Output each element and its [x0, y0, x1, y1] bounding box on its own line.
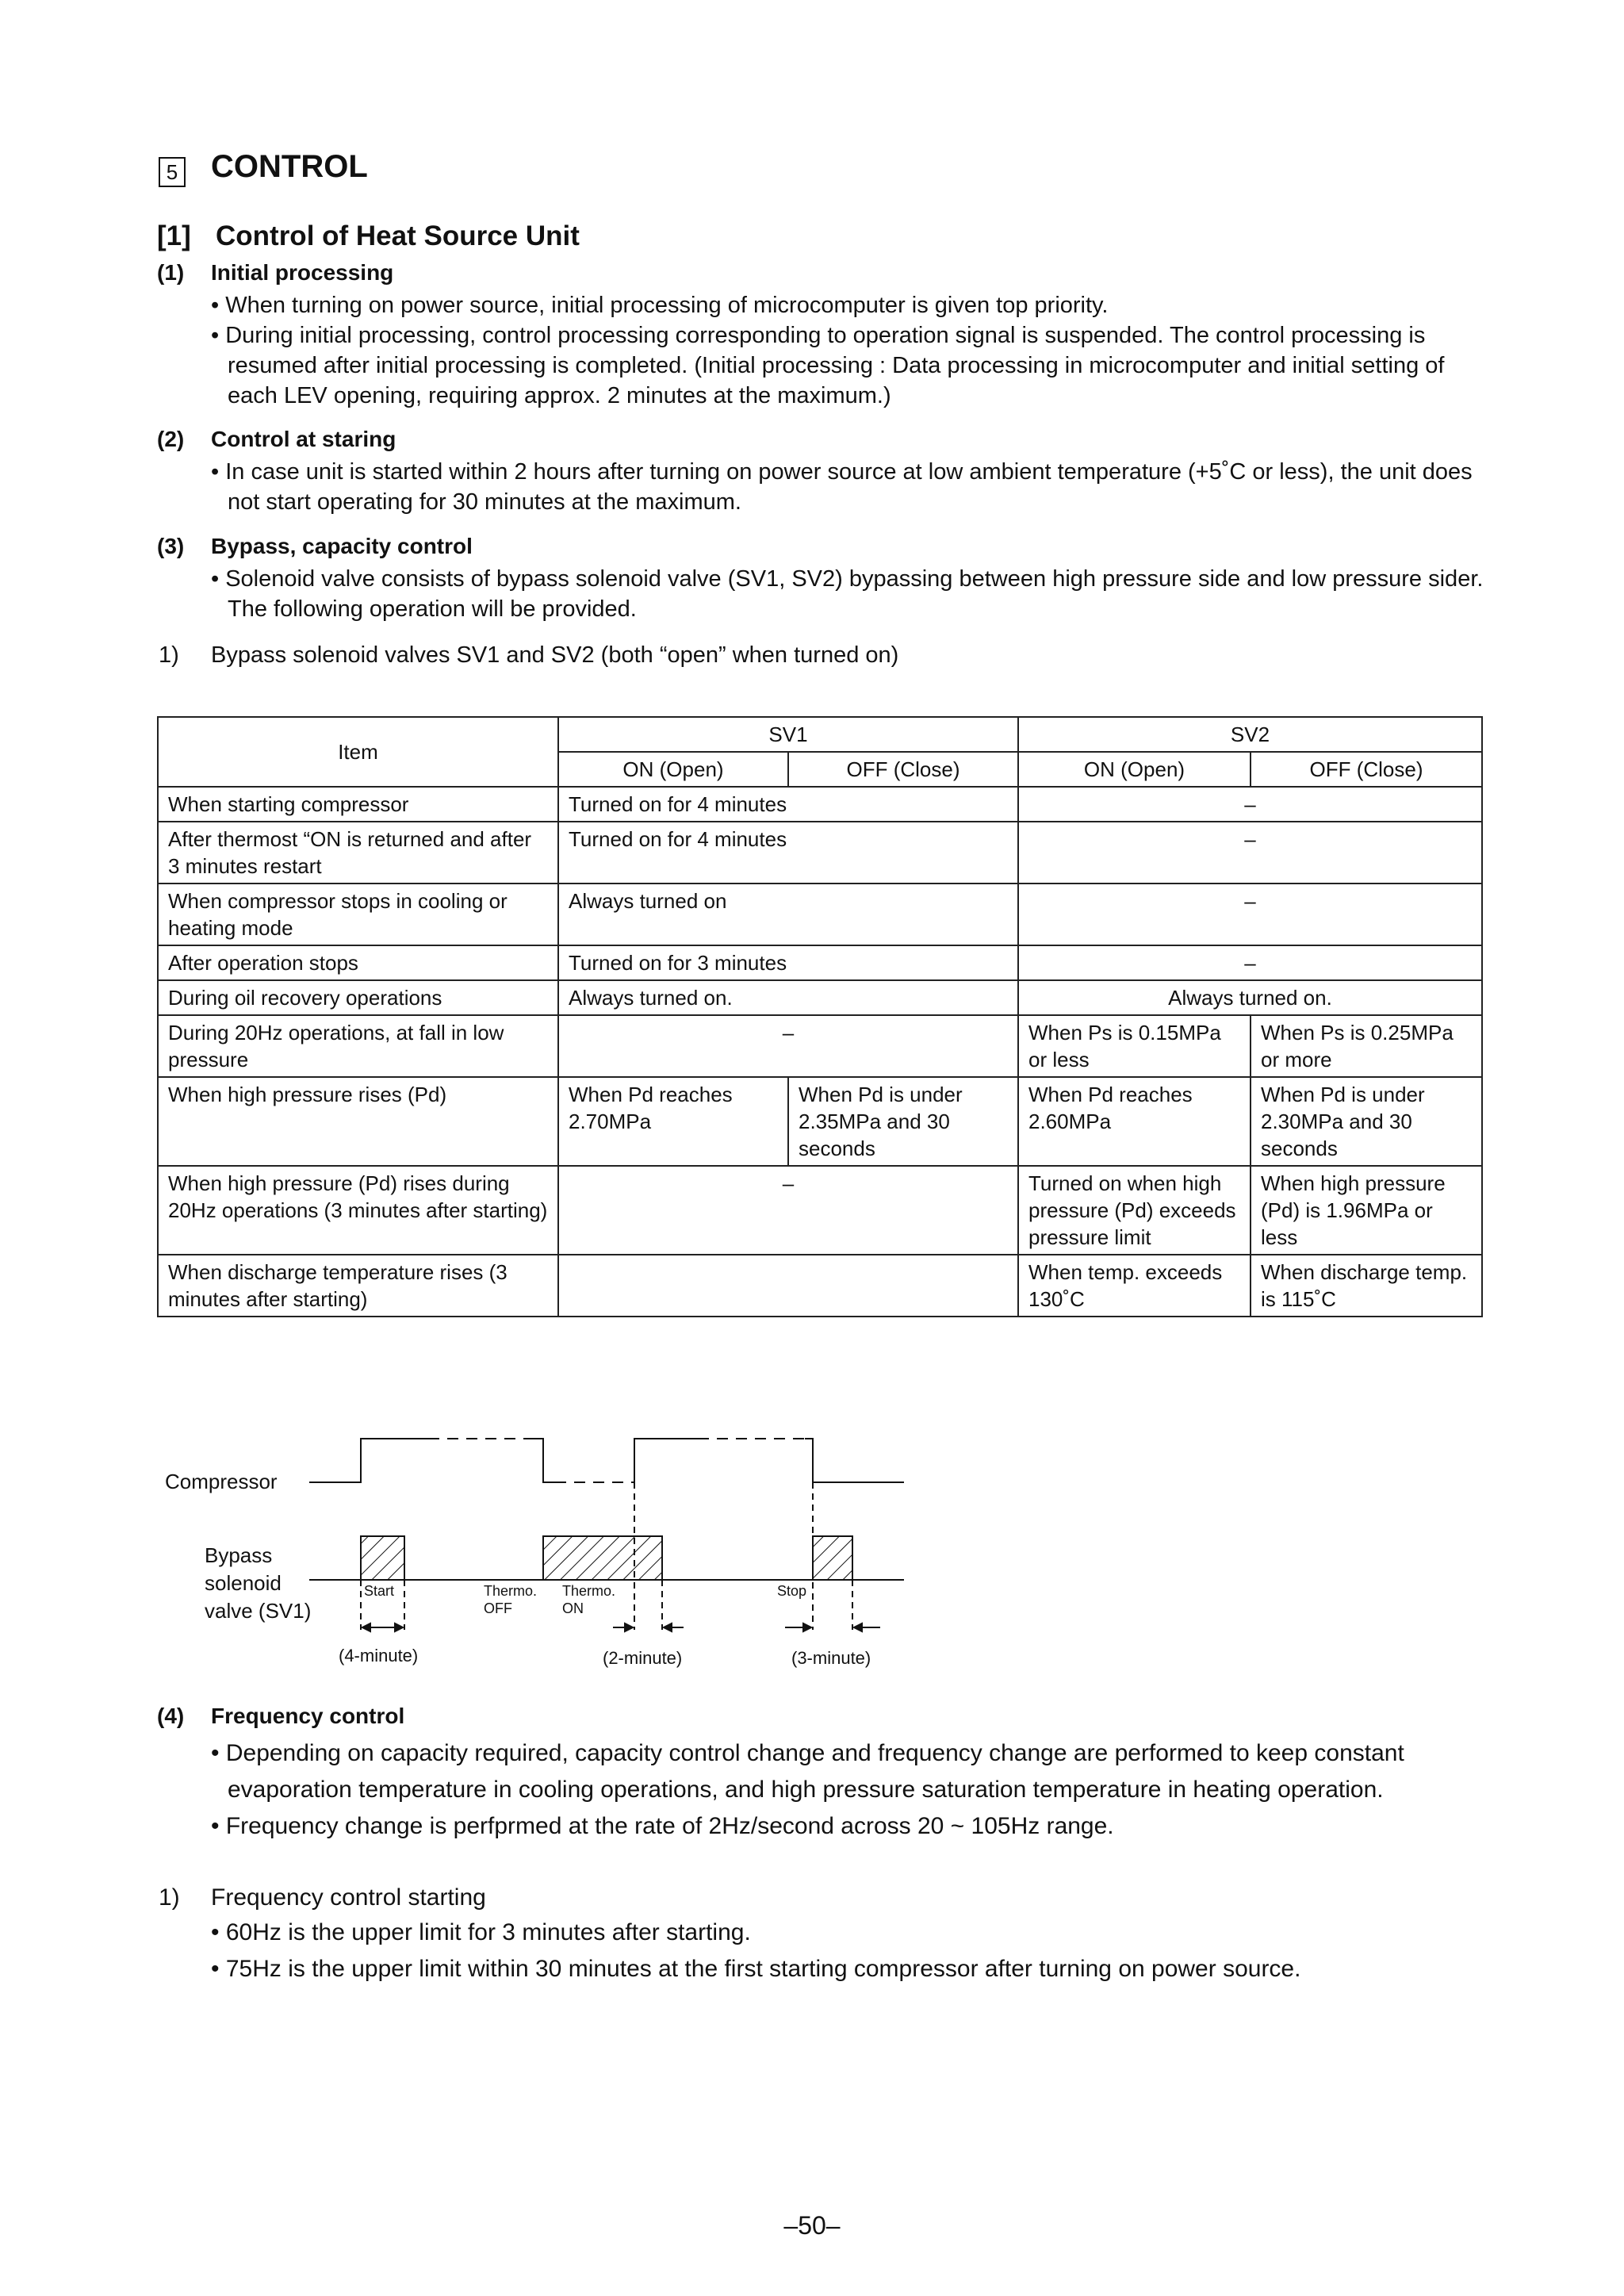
sub4-bullet-1: • Depending on capacity required, capacity control change and frequency change are performed to keep constant evaporation temperature in cooling operations, and high pressure saturation temperature in heating operation.	[211, 1740, 1404, 1803]
row-sv2: –	[1018, 945, 1482, 980]
row-sv1: Always turned on	[558, 884, 1018, 945]
stop-label: Stop	[777, 1583, 807, 1599]
table-row	[158, 1077, 1482, 1166]
bypass-label-1: Bypass	[205, 1543, 273, 1567]
row-sv2-on: When Ps is 0.15MPa or less	[1018, 1015, 1251, 1077]
bypass-label-2: solenoid	[205, 1571, 282, 1595]
sub1-bullet-1: • When turning on power source, initial processing of microcomputer is given top priority.	[211, 293, 1109, 318]
row-item: When high pressure rises (Pd)	[158, 1077, 558, 1166]
timing-diagram	[155, 1420, 916, 1681]
sv1-on-header: ON (Open)	[558, 752, 788, 787]
sub3-step-number: 1)	[159, 642, 179, 668]
table-row	[158, 945, 1482, 980]
thermo-on-label-1: Thermo.	[562, 1583, 616, 1599]
row-item: When discharge temperature rises (3 minutes after starting)	[158, 1255, 558, 1317]
page-number: –50–	[783, 2211, 841, 2240]
duration-2-minute: (2-minute)	[603, 1648, 683, 1668]
start-label: Start	[364, 1583, 395, 1599]
sv2-header: SV2	[1018, 717, 1482, 752]
row-item: When starting compressor	[158, 787, 558, 822]
sv1-on-pulse-start	[361, 1536, 404, 1580]
row-sv1: –	[558, 1166, 1018, 1255]
sub1-bullet-2: • During initial processing, control processing corresponding to operation signal is suspended. The control processing is resumed after initial processing is completed. (Initial processing : Data processing in microcomputer and initial setting of each LEV opening, requiring approx. 2 minutes at the maximum.)	[211, 323, 1445, 408]
sub3-number: (3)	[157, 534, 185, 558]
row-sv2-off: When Pd is under 2.30MPa and 30 seconds	[1251, 1077, 1482, 1166]
sub1-number: (1)	[157, 260, 185, 285]
sub4-step-text: Frequency control starting	[211, 1884, 486, 1911]
table-row	[158, 1255, 1482, 1317]
row-sv2-off: When high pressure (Pd) is 1.96MPa or less	[1251, 1166, 1482, 1255]
section-title: Control of Heat Source Unit	[216, 220, 580, 251]
row-sv2-off: When discharge temp. is 115˚C	[1251, 1255, 1482, 1317]
sv1-off-header: OFF (Close)	[788, 752, 1018, 787]
section-number: [1]	[157, 220, 191, 251]
row-item: During oil recovery operations	[158, 980, 558, 1015]
row-sv2: –	[1018, 822, 1482, 884]
row-sv2: Always turned on.	[1018, 980, 1482, 1015]
sub4-step-bullet-1: • 60Hz is the upper limit for 3 minutes after starting.	[211, 1919, 751, 1945]
row-item: After thermost “ON is returned and after 3 minutes restart	[158, 822, 558, 884]
table-header-row	[158, 717, 1482, 752]
row-sv2-on: When temp. exceeds 130˚C	[1018, 1255, 1251, 1317]
row-sv1: –	[558, 1015, 1018, 1077]
chapter-title: CONTROL	[211, 149, 368, 184]
sub2-bullet-1: • In case unit is started within 2 hours after turning on power source at low ambient temperature (+5˚C or less), the unit does not start operating for 30 minutes at the maximum.	[211, 459, 1473, 515]
sub3-bullet-1: • Solenoid valve consists of bypass solenoid valve (SV1, SV2) bypassing between high pressure side and low pressure sider. The following operation will be provided.	[211, 566, 1484, 622]
row-sv1: Always turned on.	[558, 980, 1018, 1015]
sub2-number: (2)	[157, 427, 185, 451]
row-item: When compressor stops in cooling or heating mode	[158, 884, 558, 945]
row-sv1	[558, 1255, 1018, 1317]
row-sv1: Turned on for 3 minutes	[558, 945, 1018, 980]
item-header: Item	[158, 717, 558, 787]
sub4-step-bullet-2: • 75Hz is the upper limit within 30 minutes at the first starting compressor after turning on power source.	[211, 1956, 1301, 1982]
thermo-off-label-1: Thermo.	[484, 1583, 538, 1599]
duration-arrows	[362, 1623, 880, 1631]
row-sv2-on: When Pd reaches 2.60MPa	[1018, 1077, 1251, 1166]
thermo-on-label-2: ON	[562, 1600, 584, 1616]
chapter-number: 5	[159, 157, 186, 187]
row-sv2-off: When Ps is 0.25MPa or more	[1251, 1015, 1482, 1077]
sub1-title: Initial processing	[211, 260, 394, 285]
table-row	[158, 884, 1482, 945]
row-sv2: –	[1018, 787, 1482, 822]
duration-4-minute: (4-minute)	[339, 1646, 419, 1665]
row-sv2: –	[1018, 884, 1482, 945]
table-row	[158, 980, 1482, 1015]
sub4-bullet-2: • Frequency change is perfprmed at the rate of 2Hz/second across 20 ~ 105Hz range.	[211, 1813, 1114, 1839]
sv1-on-pulse-stop	[813, 1536, 852, 1580]
row-sv1: Turned on for 4 minutes	[558, 822, 1018, 884]
compressor-label: Compressor	[165, 1470, 278, 1493]
sub2-title: Control at staring	[211, 427, 396, 451]
sub3-step-text: Bypass solenoid valves SV1 and SV2 (both “open” when turned on)	[211, 642, 899, 668]
sv1-on-pulse-thermo	[543, 1536, 662, 1580]
table-row	[158, 1166, 1482, 1255]
sub4-number: (4)	[157, 1704, 185, 1728]
row-item: When high pressure (Pd) rises during 20Hz operations (3 minutes after starting)	[158, 1166, 558, 1255]
sub4-title: Frequency control	[211, 1704, 405, 1728]
row-sv2-on: Turned on when high pressure (Pd) exceeds pressure limit	[1018, 1166, 1251, 1255]
row-item: During 20Hz operations, at fall in low pressure	[158, 1015, 558, 1077]
sub4-step-number: 1)	[159, 1884, 180, 1911]
thermo-off-label-2: OFF	[484, 1600, 512, 1616]
row-sv1: Turned on for 4 minutes	[558, 787, 1018, 822]
duration-3-minute: (3-minute)	[791, 1648, 871, 1668]
sv2-on-header: ON (Open)	[1018, 752, 1251, 787]
row-sv1-on: When Pd reaches 2.70MPa	[558, 1077, 788, 1166]
compressor-waveform	[309, 1439, 904, 1482]
bypass-label-3: valve (SV1)	[205, 1599, 312, 1623]
bypass-valve-table	[157, 716, 1483, 1317]
sub3-title: Bypass, capacity control	[211, 534, 473, 558]
table-row	[158, 787, 1482, 822]
table-row	[158, 822, 1482, 884]
sv1-header: SV1	[558, 717, 1018, 752]
row-sv1-off: When Pd is under 2.35MPa and 30 seconds	[788, 1077, 1018, 1166]
row-item: After operation stops	[158, 945, 558, 980]
sv2-off-header: OFF (Close)	[1251, 752, 1482, 787]
table-row	[158, 1015, 1482, 1077]
